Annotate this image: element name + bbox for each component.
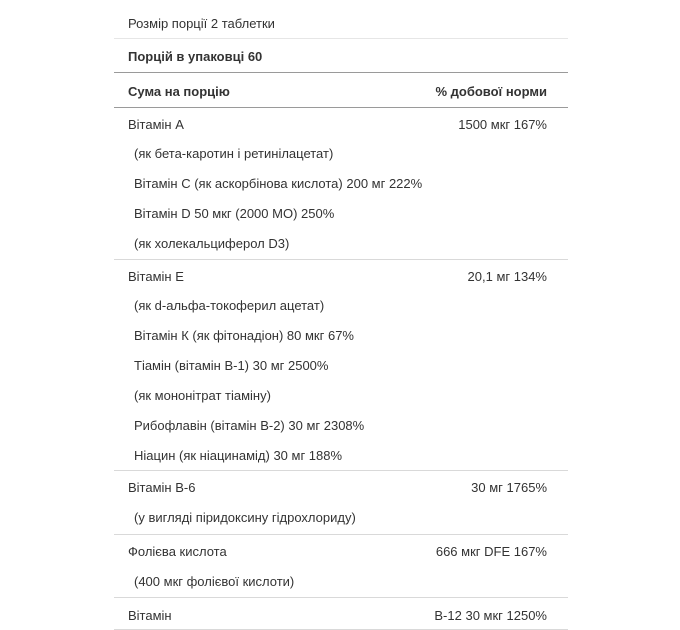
nutrient-detail bbox=[114, 227, 568, 259]
nutrient-detail bbox=[114, 565, 568, 597]
detail-text: Вітамін C (як аскорбінова кислота) 200 мг 222% bbox=[134, 176, 423, 191]
detail-text: (як бета-каротин і ретинілацетат) bbox=[134, 146, 334, 161]
detail-text: Вітамін К (як фітонадіон) 80 мкг 67% bbox=[134, 328, 354, 343]
nutrient-row bbox=[114, 535, 568, 565]
detail-text: Тіамін (вітамін B-1) 30 мг 2500% bbox=[134, 358, 329, 373]
nutrient-value: 30 мг 1765% bbox=[471, 480, 547, 495]
detail-text: Вітамін D 50 мкг (2000 МО) 250% bbox=[134, 206, 335, 221]
supplement-facts-table bbox=[114, 0, 568, 630]
nutrient-detail bbox=[114, 137, 568, 167]
nutrient-detail bbox=[114, 501, 568, 534]
detail-text: (400 мкг фолієвої кислоти) bbox=[134, 574, 295, 589]
nutrient-detail bbox=[114, 167, 568, 197]
nutrient-detail bbox=[114, 289, 568, 319]
nutrient-name: Фолієва кислота bbox=[128, 544, 227, 559]
detail-text: Ніацин (як ніацинамід) 30 мг 188% bbox=[134, 448, 343, 463]
nutrient-name: Вітамін E bbox=[128, 269, 184, 284]
detail-text: (як d-альфа-токоферил ацетат) bbox=[134, 298, 325, 313]
detail-text: (як холекальциферол D3) bbox=[134, 236, 290, 251]
nutrient-detail bbox=[114, 379, 568, 409]
daily-value-header: % добової норми bbox=[435, 84, 547, 99]
nutrient-row bbox=[114, 260, 568, 289]
nutrient-value: 666 мкг DFE 167% bbox=[435, 544, 547, 559]
nutrient-row bbox=[114, 471, 568, 501]
serving-size-row bbox=[114, 0, 568, 38]
detail-text: (у вигляді піридоксину гідрохлориду) bbox=[134, 510, 356, 525]
nutrient-value: B-12 30 мкг 1250% bbox=[434, 608, 547, 623]
nutrient-detail bbox=[114, 439, 568, 470]
nutrient-name: Вітамін B-6 bbox=[128, 480, 196, 495]
nutrient-name: Вітамін bbox=[128, 608, 172, 623]
nutrient-detail bbox=[114, 197, 568, 227]
servings-per-container: Порцій в упаковці 60 bbox=[128, 49, 263, 64]
nutrient-value: 20,1 мг 134% bbox=[467, 269, 547, 284]
nutrient-row bbox=[114, 108, 568, 137]
nutrient-row bbox=[114, 598, 568, 629]
serving-size: Розмір порції 2 таблетки bbox=[128, 16, 275, 31]
detail-text: (як мононітрат тіаміну) bbox=[134, 388, 271, 403]
detail-text: Рибофлавін (вітамін B-2) 30 мг 2308% bbox=[134, 418, 365, 433]
nutrient-detail bbox=[114, 319, 568, 349]
servings-per-container-row bbox=[114, 39, 568, 72]
nutrient-name: Вітамін A bbox=[128, 117, 184, 132]
column-header-row bbox=[114, 73, 568, 107]
nutrient-detail bbox=[114, 349, 568, 379]
nutrient-value: 1500 мкг 167% bbox=[458, 117, 547, 132]
nutrient-detail bbox=[114, 409, 568, 439]
amount-per-serving-header: Сума на порцію bbox=[128, 84, 230, 99]
